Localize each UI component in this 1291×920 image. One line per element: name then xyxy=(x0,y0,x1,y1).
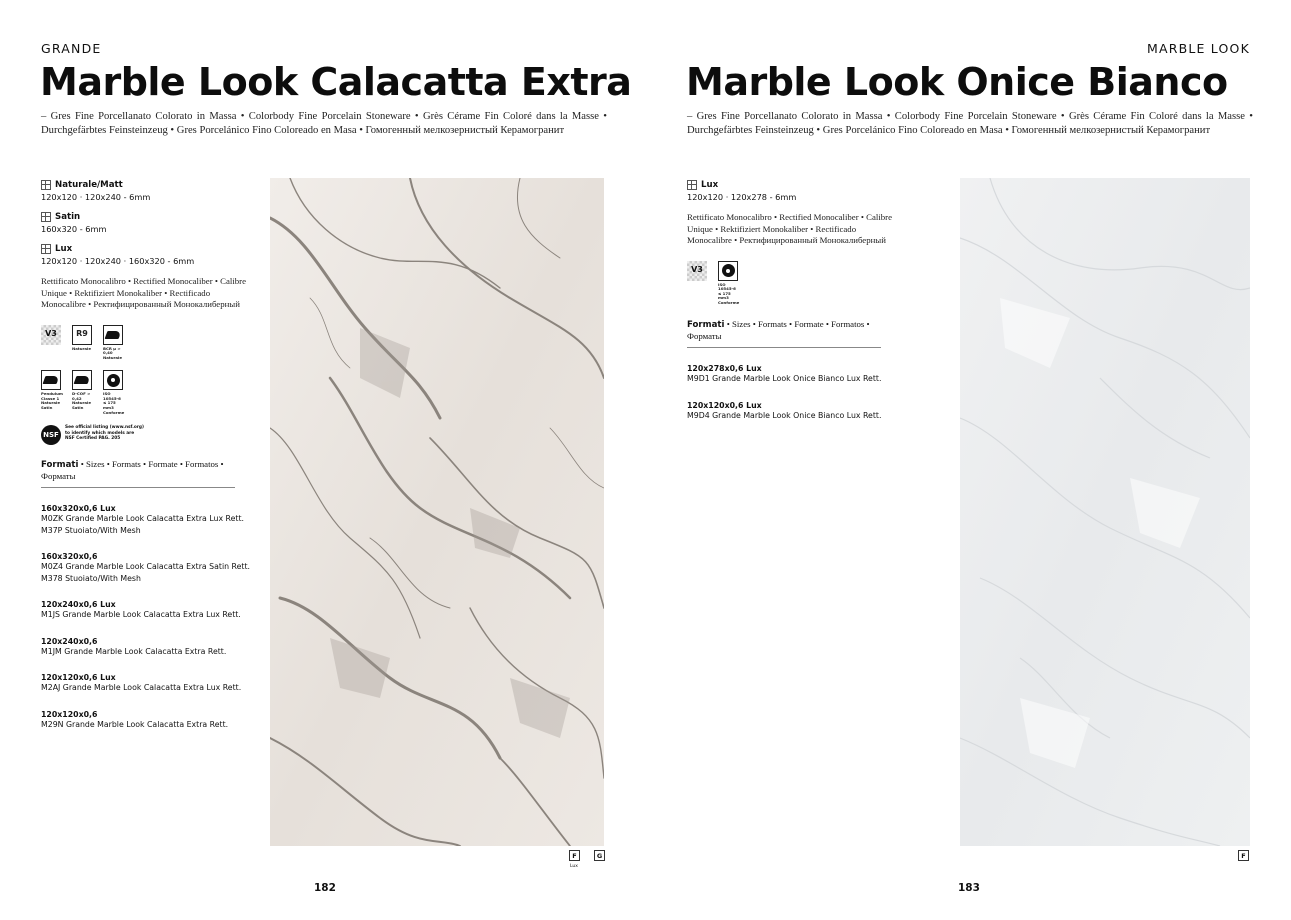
product-size: 120x278x0,6 Lux xyxy=(687,364,762,374)
product-code: M2AJ Grande Marble Look Calacatta Extra Lux Rett. xyxy=(41,683,242,693)
cert-caption: ISO 10545-6 ≤ 175 mm3 Conforme xyxy=(718,281,740,305)
cert-caption: D-COF > 0,42 Naturale Satin xyxy=(72,391,92,411)
cert-caption: ISO 10545-6 ≤ 175 mm3 Conforme xyxy=(103,391,125,415)
nsf-logo-icon: NSF xyxy=(41,425,61,445)
finish-sizes: 120x120 · 120x278 - 6mm xyxy=(687,192,797,202)
cert-r9 xyxy=(72,325,94,361)
cert-bcr xyxy=(103,325,125,361)
cert-dcof xyxy=(72,370,94,415)
cert-v3 xyxy=(41,325,63,361)
finish-tags xyxy=(569,850,605,861)
formats-translations: • Sizes • Formats • Formate • Formatos • Форматы xyxy=(687,319,870,342)
formats-bold: Formati xyxy=(687,320,725,331)
onyx-texture xyxy=(960,178,1250,846)
finish-grid-icon xyxy=(41,212,51,222)
cert-row xyxy=(687,261,902,306)
product-item xyxy=(41,710,256,731)
tag-caption: Lux xyxy=(570,864,578,869)
shoe-slip-icon xyxy=(41,370,61,390)
product-code: M9D4 Grande Marble Look Onice Bianco Lux Rett. xyxy=(687,410,882,420)
product-size: 160x320x0,6 xyxy=(41,552,98,562)
cert-caption: Naturale xyxy=(72,345,92,351)
product-size: 120x120x0,6 Lux xyxy=(687,400,762,410)
cert-row xyxy=(41,325,256,361)
section-label: MARBLE LOOK xyxy=(1146,41,1250,56)
cert-caption: BCR µ > 0,40 Naturale xyxy=(103,345,123,360)
finish-lux xyxy=(41,242,256,266)
finish-tag-g: G xyxy=(594,850,605,861)
finish-name: Naturale/Matt xyxy=(55,179,123,190)
product-code: M37P Stuoiato/With Mesh xyxy=(41,525,141,535)
product-code: M1JS Grande Marble Look Calacatta Extra Lux Rett. xyxy=(41,610,241,620)
product-title: Marble Look Onice Bianco xyxy=(686,60,1228,104)
product-size: 120x240x0,6 xyxy=(41,636,98,646)
finish-tag-f: F xyxy=(569,850,580,861)
finish-tags xyxy=(1238,850,1249,861)
product-code: M29N Grande Marble Look Calacatta Extra Rett. xyxy=(41,719,229,729)
spec-column xyxy=(687,178,902,421)
shade-variation-icon: V3 xyxy=(687,261,707,281)
finish-sizes: 120x120 · 120x240 - 6mm xyxy=(41,192,151,202)
page-number: 183 xyxy=(958,882,980,894)
product-item xyxy=(41,552,256,584)
product-code: M0ZK Grande Marble Look Calacatta Extra Lux Rett. xyxy=(41,514,245,524)
finish-sizes: 120x120 · 120x240 · 160x320 - 6mm xyxy=(41,256,195,266)
finish-name: Lux xyxy=(55,243,73,254)
finish-name: Lux xyxy=(701,179,719,190)
product-item xyxy=(687,401,902,422)
formats-heading xyxy=(687,319,881,348)
finish-naturale xyxy=(41,178,256,202)
section-label: GRANDE xyxy=(41,41,102,56)
product-code: M378 Stuoiato/With Mesh xyxy=(41,573,141,583)
formats-translations: • Sizes • Formats • Formate • Formatos • Форматы xyxy=(41,459,224,482)
marble-veins xyxy=(270,178,604,846)
finish-grid-icon xyxy=(687,180,697,190)
rectified-note: Rettificato Monocalibro • Rectified Monocaliber • Calibre Unique • Rektifiziert Monokaliber • Rectificado Monocalibre • Ректифицированный Монокалиберный xyxy=(41,276,247,309)
finish-sizes: 160x320 - 6mm xyxy=(41,224,107,234)
finish-lux xyxy=(687,178,902,202)
product-code: M0Z4 Grande Marble Look Calacatta Extra Satin Rett. xyxy=(41,562,250,572)
finish-grid-icon xyxy=(41,244,51,254)
formats-heading xyxy=(41,459,235,488)
right-page xyxy=(646,0,1291,920)
product-item xyxy=(41,673,256,694)
product-size: 160x320x0,6 Lux xyxy=(41,504,116,514)
product-item xyxy=(41,637,256,658)
abrasion-disc-icon xyxy=(103,370,123,390)
finish-grid-icon xyxy=(41,180,51,190)
product-code: M1JM Grande Marble Look Calacatta Extra Rett. xyxy=(41,646,227,656)
nsf-note: See official listing (www.nsf.org) to identify which models are NSF Certified PAG. 205 xyxy=(65,425,144,442)
left-page xyxy=(0,0,645,920)
cert-caption: Pendulum Classe 1 Naturale Satin xyxy=(41,391,63,411)
cert-iso xyxy=(718,261,740,306)
cert-v3 xyxy=(687,261,709,306)
formats-bold: Formati xyxy=(41,460,79,471)
cert-iso xyxy=(103,370,125,415)
nsf-certification xyxy=(41,425,256,445)
product-title: Marble Look Calacatta Extra xyxy=(40,60,632,104)
product-item xyxy=(687,364,902,385)
finish-satin xyxy=(41,210,256,234)
shade-variation-icon: V3 xyxy=(41,325,61,345)
product-code: M9D1 Grande Marble Look Onice Bianco Lux Rett. xyxy=(687,374,882,384)
finish-tag-f: F xyxy=(1238,850,1249,861)
cert-row xyxy=(41,370,256,415)
material-description: – Gres Fine Porcellanato Colorato in Massa • Colorbody Fine Porcelain Stoneware • Grès Cérame Fin Coloré dans la Masse • Durchgefärbtes Feinsteinzeug • Gres Porcelánico Fino Coloreado en Masa • Гомогенный мелкозернистый Керамогранит xyxy=(687,111,1253,136)
cert-pendulum xyxy=(41,370,63,415)
shoe-slip-icon xyxy=(103,325,123,345)
product-size: 120x120x0,6 xyxy=(41,709,98,719)
rectified-note: Rettificato Monocalibro • Rectified Monocaliber • Calibre Unique • Rektifiziert Monokaliber • Rectificado Monocalibre • Ректифицированный Монокалиберный xyxy=(687,212,893,245)
product-list xyxy=(41,504,256,730)
onice-tile-image xyxy=(960,178,1250,846)
abrasion-disc-icon xyxy=(718,261,738,281)
product-size: 120x120x0,6 Lux xyxy=(41,673,116,683)
page-number: 182 xyxy=(314,882,336,894)
finish-name: Satin xyxy=(55,211,81,222)
product-list xyxy=(687,364,902,421)
slip-rating-icon: R9 xyxy=(72,325,92,345)
material-description: – Gres Fine Porcellanato Colorato in Massa • Colorbody Fine Porcelain Stoneware • Grès Cérame Fin Coloré dans la Masse • Durchgefärbtes Feinsteinzeug • Gres Porcelánico Fino Coloreado en Masa • Гомогенный мелкозернистый Керамогранит xyxy=(41,111,607,136)
product-item xyxy=(41,600,256,621)
product-item xyxy=(41,504,256,536)
shoe-slip-icon xyxy=(72,370,92,390)
calacatta-tile-image xyxy=(270,178,604,846)
product-size: 120x240x0,6 Lux xyxy=(41,600,116,610)
spec-column xyxy=(41,178,256,730)
